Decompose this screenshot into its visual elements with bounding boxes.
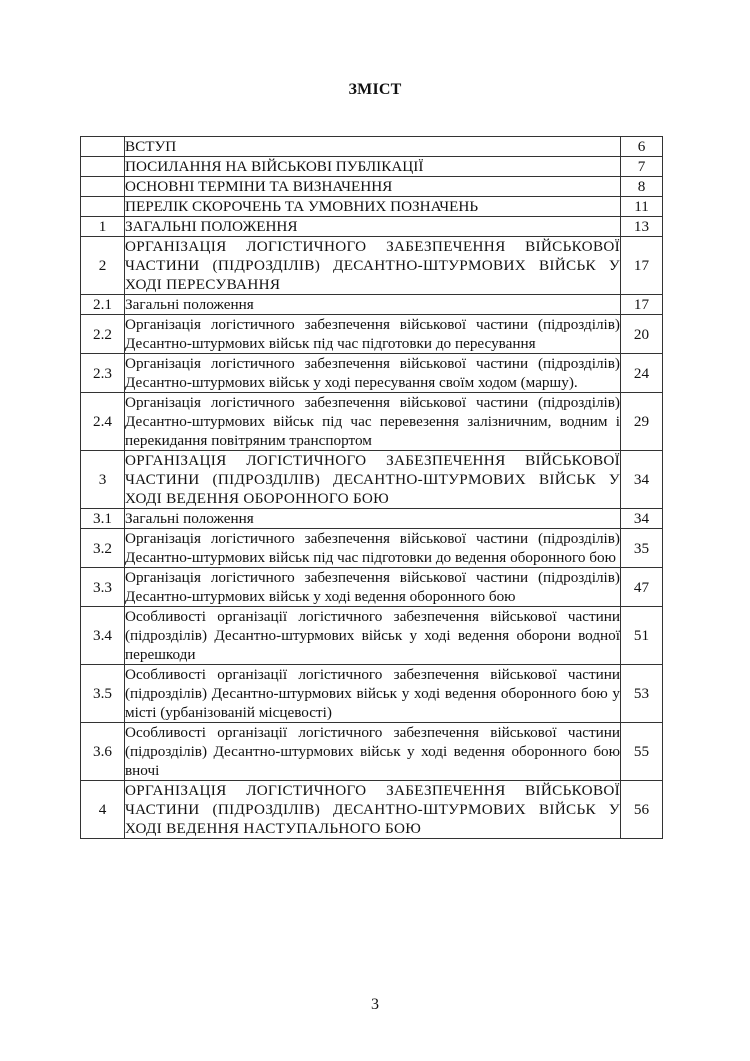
toc-section-number — [81, 197, 125, 217]
toc-section-title: ОРГАНІЗАЦІЯ ЛОГІСТИЧНОГО ЗАБЕЗПЕЧЕННЯ ВІЙСЬКОВОЇ ЧАСТИНИ (ПІДРОЗДІЛІВ) ДЕСАНТНО-ШТУРМОВИХ ВІЙСЬК У ХОДІ ВЕДЕННЯ НАСТУПАЛЬНОГО БОЮ — [125, 782, 620, 837]
toc-page-number: 29 — [621, 393, 663, 451]
toc-section-title: Загальні положення — [125, 295, 621, 315]
toc-section-number: 3 — [81, 451, 125, 509]
toc-page-number: 34 — [621, 451, 663, 509]
toc-section-number: 4 — [81, 781, 125, 839]
toc-section-title: Організація логістичного забезпечення військової частини (підрозділів) Десантно-штурмових військ під час підготовки до пересування — [125, 316, 620, 352]
toc-section-number: 2.2 — [81, 315, 125, 354]
toc-row — [81, 665, 663, 723]
toc-page-number: 51 — [621, 607, 663, 665]
toc-section-number: 1 — [81, 217, 125, 237]
toc-section-title: ПОСИЛАННЯ НА ВІЙСЬКОВІ ПУБЛІКАЦІЇ — [125, 157, 621, 177]
toc-section-number: 3.1 — [81, 509, 125, 529]
toc-section-title: ПЕРЕЛІК СКОРОЧЕНЬ ТА УМОВНИХ ПОЗНАЧЕНЬ — [125, 197, 621, 217]
toc-page-number: 56 — [621, 781, 663, 839]
toc-section-title: Особливості організації логістичного забезпечення військової частини (підрозділів) Десантно-штурмових військ у ході ведення оборони водної перешкоди — [125, 608, 620, 663]
toc-section-number: 2.3 — [81, 354, 125, 393]
toc-section-title: ЗАГАЛЬНІ ПОЛОЖЕННЯ — [125, 217, 621, 237]
toc-row — [81, 315, 663, 354]
toc-section-number: 3.3 — [81, 568, 125, 607]
toc-row — [81, 217, 663, 237]
toc-row — [81, 354, 663, 393]
toc-row — [81, 137, 663, 157]
toc-page-number: 35 — [621, 529, 663, 568]
toc-page-number: 6 — [621, 137, 663, 157]
toc-row — [81, 607, 663, 665]
toc-section-number: 3.4 — [81, 607, 125, 665]
toc-section-number: 2.1 — [81, 295, 125, 315]
toc-section-number — [81, 177, 125, 197]
toc-row — [81, 157, 663, 177]
toc-row — [81, 295, 663, 315]
toc-page-number: 53 — [621, 665, 663, 723]
toc-section-title: Особливості організації логістичного забезпечення військової частини (підрозділів) Десантно-штурмових військ у ході ведення оборонного бою вночі — [125, 724, 620, 779]
page-title: ЗМІСТ — [348, 81, 402, 98]
toc-page-number: 47 — [621, 568, 663, 607]
toc-section-number: 3.5 — [81, 665, 125, 723]
toc-page-number: 13 — [621, 217, 663, 237]
toc-section-title: ОРГАНІЗАЦІЯ ЛОГІСТИЧНОГО ЗАБЕЗПЕЧЕННЯ ВІЙСЬКОВОЇ ЧАСТИНИ (ПІДРОЗДІЛІВ) ДЕСАНТНО-ШТУРМОВИХ ВІЙСЬК У ХОДІ ВЕДЕННЯ ОБОРОННОГО БОЮ — [125, 452, 620, 507]
toc-row — [81, 451, 663, 509]
toc-page-number: 20 — [621, 315, 663, 354]
toc-row — [81, 781, 663, 839]
toc-page-number: 7 — [621, 157, 663, 177]
toc-row — [81, 568, 663, 607]
toc-row — [81, 509, 663, 529]
toc-section-title: Організація логістичного забезпечення військової частини (підрозділів) Десантно-штурмових військ у ході ведення оборонного бою — [125, 569, 620, 605]
toc-row — [81, 177, 663, 197]
toc-section-title: ВСТУП — [125, 137, 621, 157]
toc-section-title: Загальні положення — [125, 509, 621, 529]
toc-section-title: ОСНОВНІ ТЕРМІНИ ТА ВИЗНАЧЕННЯ — [125, 177, 621, 197]
toc-row — [81, 237, 663, 295]
toc-page-number: 17 — [621, 237, 663, 295]
page-number: 3 — [371, 996, 379, 1013]
toc-section-title: ОРГАНІЗАЦІЯ ЛОГІСТИЧНОГО ЗАБЕЗПЕЧЕННЯ ВІЙСЬКОВОЇ ЧАСТИНИ (ПІДРОЗДІЛІВ) ДЕСАНТНО-ШТУРМОВИХ ВІЙСЬК У ХОДІ ПЕРЕСУВАННЯ — [125, 238, 620, 293]
toc-section-number — [81, 137, 125, 157]
toc-section-number: 3.6 — [81, 723, 125, 781]
toc-row — [81, 723, 663, 781]
toc-body — [81, 137, 663, 839]
toc-page-number: 17 — [621, 295, 663, 315]
toc-section-title: Організація логістичного забезпечення військової частини (підрозділів) Десантно-штурмових військ під час перевезення залізничним, водним і перекидання повітряним транспортом — [125, 394, 620, 449]
table-of-contents — [80, 136, 663, 839]
toc-section-number — [81, 157, 125, 177]
toc-page-number: 24 — [621, 354, 663, 393]
toc-page-number: 55 — [621, 723, 663, 781]
toc-row — [81, 529, 663, 568]
toc-section-number: 3.2 — [81, 529, 125, 568]
toc-row — [81, 393, 663, 451]
toc-section-number: 2.4 — [81, 393, 125, 451]
toc-page-number: 34 — [621, 509, 663, 529]
toc-section-title: Організація логістичного забезпечення військової частини (підрозділів) Десантно-штурмових військ під час підготовки до ведення оборонного бою — [125, 530, 620, 566]
toc-section-title: Організація логістичного забезпечення військової частини (підрозділів) Десантно-штурмових військ у ході пересування своїм ходом (маршу). — [125, 355, 620, 391]
toc-row — [81, 197, 663, 217]
toc-section-title: Особливості організації логістичного забезпечення військової частини (підрозділів) Десантно-штурмових військ у ході ведення оборонного бою у місті (урбанізованій місцевості) — [125, 666, 620, 721]
toc-page-number: 8 — [621, 177, 663, 197]
toc-page-number: 11 — [621, 197, 663, 217]
toc-section-number: 2 — [81, 237, 125, 295]
